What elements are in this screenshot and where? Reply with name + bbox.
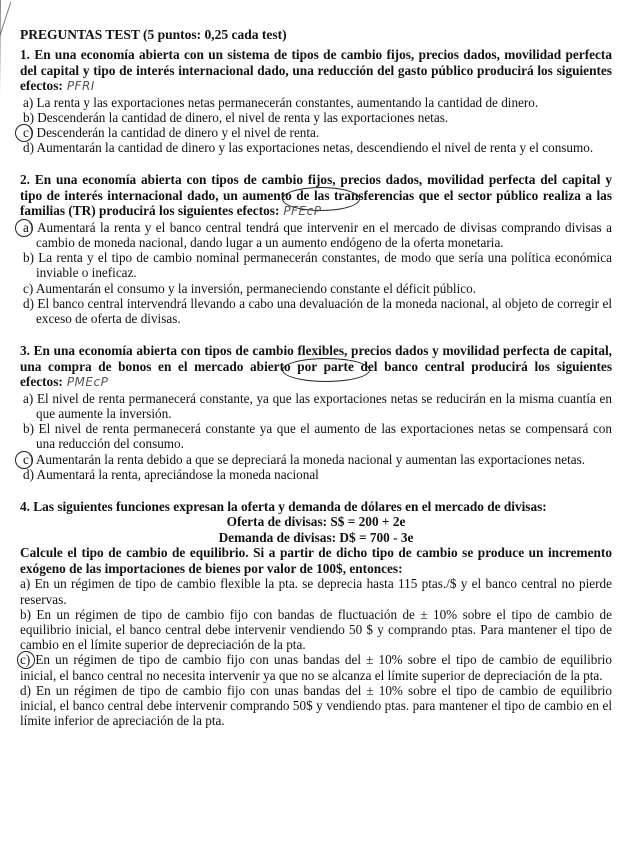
question-4-prompt: Calcule el tipo de cambio de equilibrio. Si a partir de dicho tipo de cambio se produce un incremento exógeno de las importaciones de bienes por valor de 100$, entonces: [20,545,612,576]
question-2-handwritten-note: PFEcP [283,204,322,219]
question-3-option-d[interactable]: d) Aumentará la renta, apreciándose la moneda nacional [23,466,319,482]
question-4-option-d[interactable]: d) En un régimen de tipo de cambio fijo con unas bandas del ± 10% sobre el tipo de cambio de equilibrio inicial, el banco central debe intervenir comprando 50$ y vendiendo ptas. para mantener el tipo de cambio en el límite inferior de apreciación de la pta. [20,682,612,729]
question-4-stem: 4. Las siguientes funciones expresan la oferta y demanda de dólares en el mercado de divisas: [20,498,547,514]
page-title: PREGUNTAS TEST (5 puntos: 0,25 cada test) [20,27,287,42]
question-2-option-d[interactable]: d) El banco central intervendrá llevando a cabo una devaluación de la moneda nacional, al objeto de corregir el exceso de oferta de divisas. [23,295,612,327]
question-1-option-c-text: c) Descenderán la cantidad de dinero y el nivel de renta. [23,124,320,140]
question-3-option-c[interactable] [20,452,612,467]
question-3 [20,343,612,482]
question-1-text: 1. En una economía abierta con un sistema de tipos de cambio fijos, precios dados, movilidad perfecta del capital y tipo de interés internacional dado, una reducción del gasto público producirá los siguientes efectos: [20,47,612,93]
question-4-option-b[interactable]: b) En un régimen de tipo de cambio fijo con bandas de fluctuación de ± 10% sobre el tipo de cambio de equilibrio inicial, el banco central debe intervenir vendiendo 50 $ y comprando ptas. Para mantener el tipo de cambio en el límite superior de depreciación de la pta. [20,606,612,653]
question-1-option-d[interactable]: d) Aumentarán la cantidad de dinero y las exportaciones netas, descendiendo el nivel de renta y el consumo. [23,140,594,156]
question-1-stem [20,47,612,95]
demand-equation: Demanda de divisas: D$ = 700 - 3e [218,529,414,545]
question-2 [20,172,612,326]
question-2-stem [20,172,612,220]
question-3-handwritten-note: PMEcP [66,375,109,390]
question-4-option-a[interactable]: a) En un régimen de tipo de cambio flexible la pta. se deprecia hasta 115 ptas./$ y el banco central no pierde reservas. [20,576,612,607]
question-3-option-c-text: c) Aumentarán la renta debido a que se depreciará la moneda nacional y aumentan las exportaciones netas. [23,451,586,467]
question-4-option-c[interactable] [20,652,612,682]
question-3-option-b[interactable]: b) El nivel de renta permanecerá constante ya que el aumento de las exportaciones netas se compensará con una reducción del consumo. [23,421,612,452]
answer-mark-circle [15,219,33,237]
question-1-handwritten-note: PFRI [66,79,95,93]
question-2-option-a[interactable] [20,220,612,250]
question-2-option-c[interactable]: c) Aumentarán el consumo y la inversión, permaneciendo constante el déficit público. [23,280,476,296]
pen-stroke [0,2,17,42]
question-1-option-b[interactable]: b) Descenderán la cantidad de dinero, el nivel de renta y las exportaciones netas. [23,109,449,125]
question-1 [20,47,612,155]
question-4-option-c-text: c) En un régimen de tipo de cambio fijo con unas bandas del ± 10% sobre el tipo de cambio de equilibrio inicial, el banco central no necesita intervenir ya que no se alcanza el límite superior de depreciación de la pta. [20,652,612,683]
question-2-option-a-text: a) Aumentará la renta y el banco central tendrá que intervenir en el mercado de divisas comprando divisas a cambio de moneda nacional, dando lugar a un aumento endógeno de la oferta monetaria. [23,219,612,251]
question-3-text: 3. En una economía abierta con tipos de cambio flexibles, precios dados y movilidad perfecta de capital, una compra de bonos en el mercado abierto por parte del banco central producirá los siguientes efectos: [20,343,612,390]
question-2-text: 2. En una economía abierta con tipos de cambio fijos, precios dados, movilidad perfecta del capital y tipo de interés internacional dado, un aumento de las transferencias que el sector público realiza a las familias (TR) producirá los siguientes efectos: [20,172,612,219]
question-2-option-b[interactable]: b) La renta y el tipo de cambio nominal permanecerán constantes, de modo que sería una política económica inviable o ineficaz. [23,250,612,281]
question-3-option-a[interactable]: a) El nivel de renta permanecerá constante, ya que las exportaciones netas se reducirán en la misma cuantía en que aumente la inversión. [23,390,612,421]
supply-equation: Oferta de divisas: S$ = 200 + 2e [226,514,406,530]
question-4 [20,499,612,729]
question-3-stem [20,343,612,391]
question-1-option-a[interactable]: a) La renta y las exportaciones netas permanecerán constantes, aumentando la cantidad de dinero. [23,94,539,110]
question-1-option-c[interactable] [20,125,612,140]
margin-line [0,0,1,848]
exam-content [20,27,612,728]
